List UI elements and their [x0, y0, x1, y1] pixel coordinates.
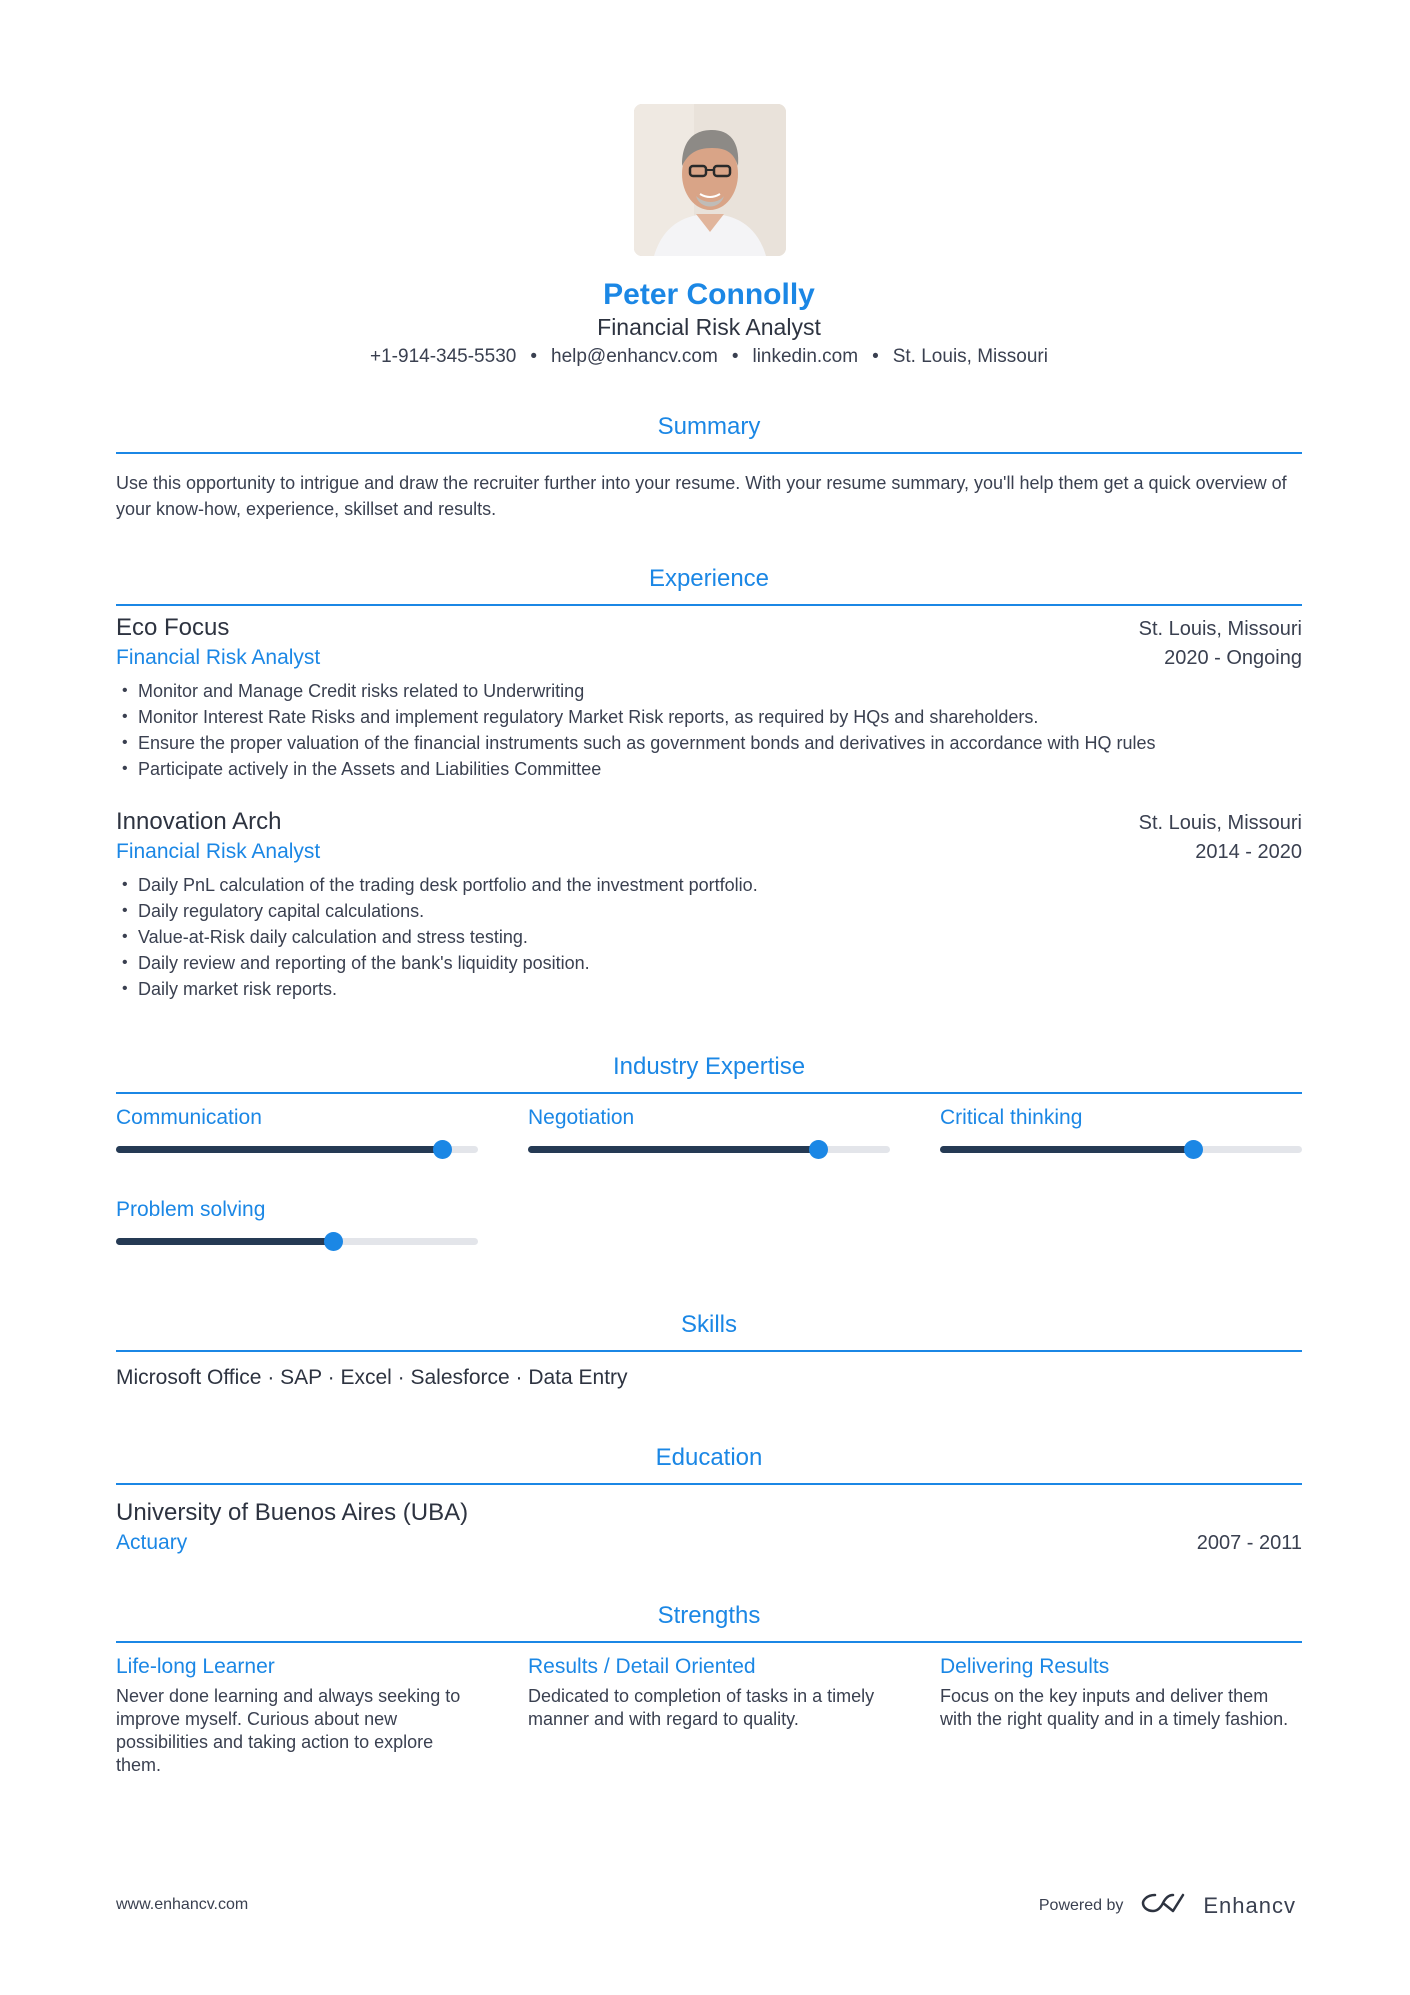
section-heading: Strengths [657, 1602, 761, 1629]
experience-section [116, 562, 1302, 606]
list-item: • Monitor Interest Rate Risks and implement regulatory Market Risk reports, as required by HQs and shareholders. [138, 704, 1302, 730]
skills-list: Microsoft Office · SAP · Excel · Salesforce · Data Entry [116, 1366, 628, 1389]
candidate-name: Peter Connolly [603, 278, 815, 311]
job-role: Financial Risk Analyst [116, 840, 321, 863]
strength-text: Never done learning and always seeking to improve myself. Curious about new possibilities and taking action to explore them. [116, 1686, 461, 1775]
separator-dot-icon: • [530, 346, 537, 367]
section-divider [116, 1641, 1302, 1643]
linkedin-link[interactable]: linkedin.com [752, 346, 859, 367]
job-location: St. Louis, Missouri [1138, 812, 1302, 834]
strength-title: Delivering Results [940, 1655, 1110, 1678]
job-bullets [116, 678, 1302, 782]
separator-dot-icon: • [872, 346, 879, 367]
brand-name: Enhancv [1203, 1892, 1296, 1918]
job-location: St. Louis, Missouri [1138, 618, 1302, 640]
expertise-item [116, 1198, 478, 1245]
section-divider [116, 604, 1302, 606]
skills-section [116, 1308, 1302, 1390]
list-item: • Value-at-Risk daily calculation and stress testing. [138, 924, 1302, 950]
expertise-label: Critical thinking [940, 1106, 1083, 1129]
company-name: Eco Focus [116, 614, 230, 641]
list-item: • Participate actively in the Assets and Liabilities Committee [138, 756, 1302, 782]
summary-section [116, 410, 1302, 522]
company-name: Innovation Arch [116, 808, 282, 835]
expertise-bar-fill [116, 1146, 442, 1153]
list-item: • Daily review and reporting of the bank's liquidity position. [138, 950, 1302, 976]
job-dates: 2020 - Ongoing [1164, 647, 1302, 669]
expertise-bar [940, 1146, 1302, 1153]
expertise-bar-knob [1184, 1140, 1203, 1159]
section-divider [116, 1092, 1302, 1094]
job-role: Financial Risk Analyst [116, 646, 321, 669]
education-section [116, 1441, 1302, 1555]
strengths-section [116, 1599, 1302, 1643]
strength-item [528, 1655, 890, 1731]
list-item: • Daily market risk reports. [138, 976, 1302, 1002]
summary-text: Use this opportunity to intrigue and draw the recruiter further into your resume. With your resume summary, you'll help them get a quick overview of your know-how, experience, skillset and results. [116, 473, 1287, 519]
expertise-label: Problem solving [116, 1198, 266, 1221]
footer-branding [1039, 1890, 1296, 1921]
school-name: University of Buenos Aires (UBA) [116, 1499, 469, 1526]
separator-dot-icon: • [731, 346, 739, 367]
powered-by-text: Powered by [1038, 1896, 1124, 1914]
resume-page [116, 0, 1302, 1995]
job-entry [116, 614, 1302, 782]
expertise-bar-knob [809, 1140, 828, 1159]
job-bullets [116, 872, 1302, 1002]
section-divider [116, 452, 1302, 454]
section-divider [116, 1483, 1302, 1485]
expertise-item [940, 1106, 1302, 1153]
email-link[interactable]: help@enhancv.com [551, 346, 718, 367]
section-heading: Summary [657, 413, 761, 440]
expertise-bar-fill [528, 1146, 818, 1153]
footer-website[interactable]: www.enhancv.com [116, 1896, 249, 1913]
phone-text: +1-914-345-5530 [370, 346, 517, 367]
contact-line [116, 346, 1302, 368]
list-item: • Monitor and Manage Credit risks related to Underwriting [138, 678, 1302, 704]
expertise-label: Negotiation [528, 1106, 635, 1129]
section-heading: Industry Expertise [612, 1053, 806, 1080]
section-heading: Education [655, 1444, 763, 1471]
education-dates: 2007 - 2011 [1196, 1532, 1302, 1554]
expertise-label: Communication [116, 1106, 262, 1129]
list-item: • Daily PnL calculation of the trading desk portfolio and the investment portfolio. [138, 872, 1302, 898]
job-entry [116, 808, 1302, 1002]
section-heading: Skills [680, 1311, 737, 1338]
expertise-item [116, 1106, 478, 1153]
list-item: • Daily regulatory capital calculations. [138, 898, 1302, 924]
degree-name: Actuary [116, 1531, 188, 1554]
strength-text: Focus on the key inputs and deliver them with the right quality and in a timely fashion. [940, 1686, 1289, 1729]
strength-title: Results / Detail Oriented [528, 1655, 756, 1678]
strength-item [940, 1655, 1302, 1731]
strength-item [116, 1655, 478, 1777]
candidate-title: Financial Risk Analyst [597, 314, 821, 340]
section-heading: Experience [648, 565, 770, 592]
section-divider [116, 1350, 1302, 1352]
expertise-bar [528, 1146, 890, 1153]
expertise-bar [116, 1146, 478, 1153]
expertise-item [528, 1106, 890, 1153]
expertise-bar [116, 1238, 478, 1245]
job-dates: 2014 - 2020 [1195, 841, 1302, 863]
location-text: St. Louis, Missouri [892, 346, 1048, 367]
expertise-section [116, 1050, 1302, 1094]
expertise-bar-fill [940, 1146, 1193, 1153]
profile-photo [634, 104, 786, 256]
enhancv-logo-icon [1139, 1890, 1187, 1921]
expertise-bar-knob [324, 1232, 343, 1251]
expertise-bar-knob [433, 1140, 452, 1159]
strength-title: Life-long Learner [116, 1655, 275, 1678]
expertise-bar-fill [116, 1238, 333, 1245]
strength-text: Dedicated to completion of tasks in a timely manner and with regard to quality. [528, 1686, 875, 1729]
list-item: • Ensure the proper valuation of the financial instruments such as government bonds and derivatives in accordance with HQ rules [138, 730, 1302, 756]
